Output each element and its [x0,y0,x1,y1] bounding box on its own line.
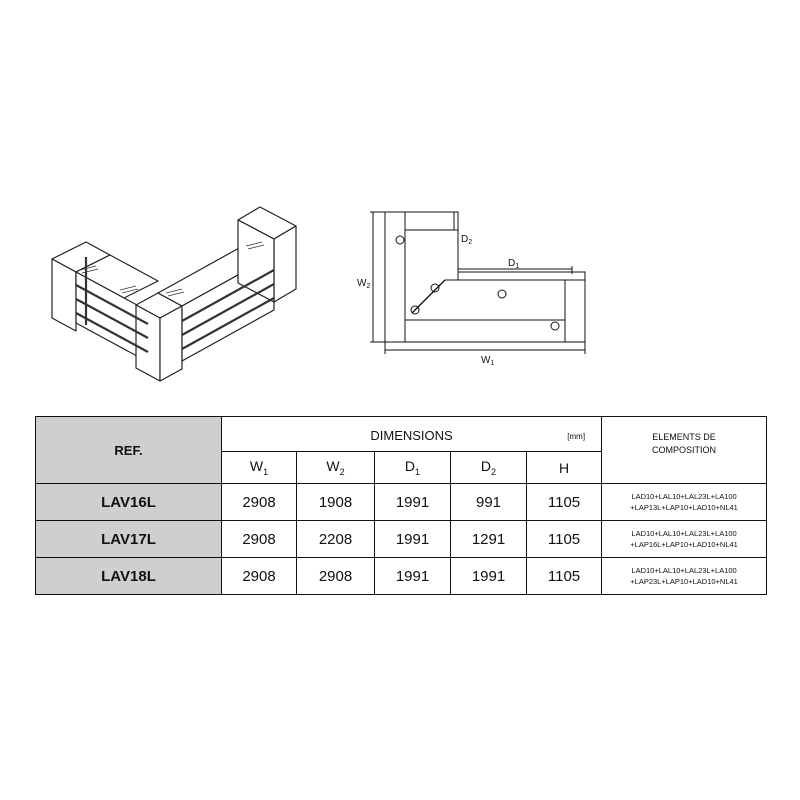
dimensions-header [222,417,602,452]
w1-cell: 2908 [222,558,297,595]
table-row [36,521,767,558]
h-cell: 1105 [527,521,602,558]
composition-line2: +LAP13L+LAP10+LAD10+NL41 [630,503,738,512]
table-row [36,558,767,595]
col-d2-header: $D_2$ [451,452,527,484]
w2-cell: 2908 [297,558,375,595]
col-d1-header: $D_1$ [375,452,451,484]
composition-line2: +LAP16L+LAP10+LAD10+NL41 [630,540,738,549]
table-row [36,484,767,521]
d2-cell: 1991 [451,558,527,595]
composition-cell [602,521,767,558]
composition-cell [602,558,767,595]
d2-cell: 991 [451,484,527,521]
d2-cell: 1291 [451,521,527,558]
w2-cell: 2208 [297,521,375,558]
composition-line1: LAD10+LAL10+LAL23L+LA100 [631,566,737,575]
d1-label: $D_1$ [508,258,520,270]
composition-line1: LAD10+LAL10+LAL23L+LA100 [631,529,737,538]
ref-cell: LAV16L [36,484,222,521]
composition-cell [602,484,767,521]
product-isometric-drawing [40,195,320,390]
h-cell: 1105 [527,558,602,595]
w2-label: $W_2$ [357,278,371,290]
plan-view-drawing [350,200,600,375]
d1-cell: 1991 [375,558,451,595]
ref-cell: LAV17L [36,521,222,558]
h-cell: 1105 [527,484,602,521]
d1-cell: 1991 [375,484,451,521]
w1-cell: 2908 [222,484,297,521]
elements-header-line2: COMPOSITION [652,445,717,455]
col-w2-header: $W_2$ [297,452,375,484]
ref-cell: LAV18L [36,558,222,595]
dimensions-title: DIMENSIONS [370,428,453,443]
elements-header-line1: ELEMENTS DE [652,432,716,442]
d1-cell: 1991 [375,521,451,558]
w2-cell: 1908 [297,484,375,521]
unit-label: [mm] [567,432,586,441]
d2-label: $D_2$ [461,234,473,246]
composition-line1: LAD10+LAL10+LAL23L+LA100 [631,492,737,501]
w1-label: $W_1$ [481,355,495,367]
col-w1-header: $W_1$ [222,452,297,484]
col-h-header: H [527,452,602,484]
ref-header: REF. [36,417,222,484]
composition-line2: +LAP23L+LAP10+LAD10+NL41 [630,577,738,586]
w1-cell: 2908 [222,521,297,558]
elements-header [602,417,767,484]
specification-table [35,416,767,595]
